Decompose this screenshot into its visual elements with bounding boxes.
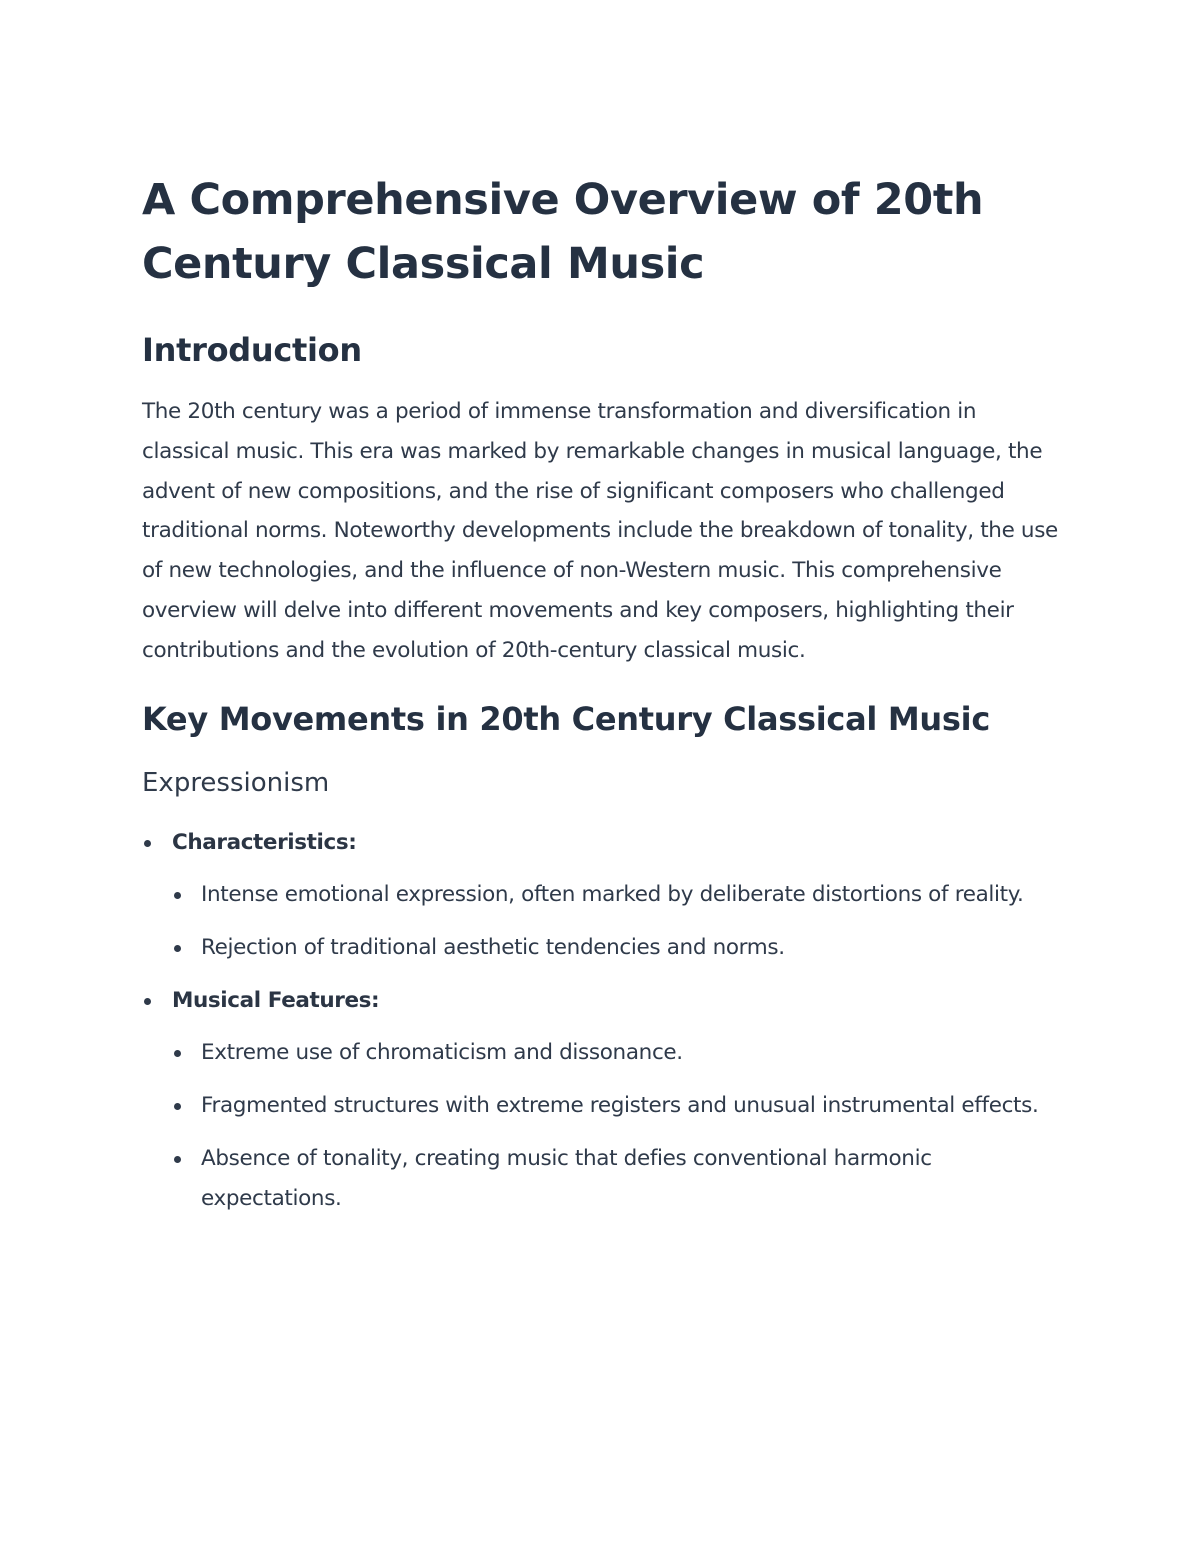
list-item-text: Rejection of traditional aesthetic tendencies and norms. [201,934,785,960]
list-item-text: Intense emotional expression, often marked by deliberate distortions of reality. [201,881,1024,907]
list-item [172,1086,1062,1126]
characteristics-label: Characteristics: [172,829,357,855]
musical-features-sublist [172,1033,1062,1219]
bullet-icon [144,840,151,847]
musical-features-item [142,981,1062,1219]
key-movements-heading: Key Movements in 20th Century Classical Music [142,699,991,738]
list-item-text: Extreme use of chromaticism and dissonance. [201,1039,683,1065]
document-page [142,168,1062,1232]
introduction-heading: Introduction [142,331,362,369]
list-item-text: Absence of tonality, creating music that defies conventional harmonic expectations. [201,1145,932,1211]
bullet-icon [174,1103,181,1110]
list-item [172,1033,1062,1073]
bullet-icon [174,1156,181,1163]
characteristics-sublist [172,875,1062,968]
list-item [172,1139,1062,1219]
introduction-paragraph: The 20th century was a period of immense transformation and diversification in classical music. This era was marked by remarkable changes in musical language, the advent of new compositions, and the rise of significant composers who challenged traditional norms. Noteworthy developments include the breakdown of tonality, the use of new technologies, and the influence of non-Western music. This comprehensive overview will delve into different movements and key composers, highlighting their contributions and the evolution of 20th-century classical music. [142,399,1058,663]
characteristics-item [142,823,1062,968]
bullet-icon [144,998,151,1005]
bullet-icon [174,945,181,952]
expressionism-heading: Expressionism [142,767,330,798]
expressionism-list [142,823,1062,1219]
bullet-icon [174,1050,181,1057]
list-item [172,875,1062,915]
list-item [172,928,1062,968]
document-title: A Comprehensive Overview of 20th Century Classical Music [142,175,984,289]
list-item-text: Fragmented structures with extreme registers and unusual instrumental effects. [201,1092,1039,1118]
musical-features-label: Musical Features: [172,987,380,1013]
bullet-icon [174,892,181,899]
